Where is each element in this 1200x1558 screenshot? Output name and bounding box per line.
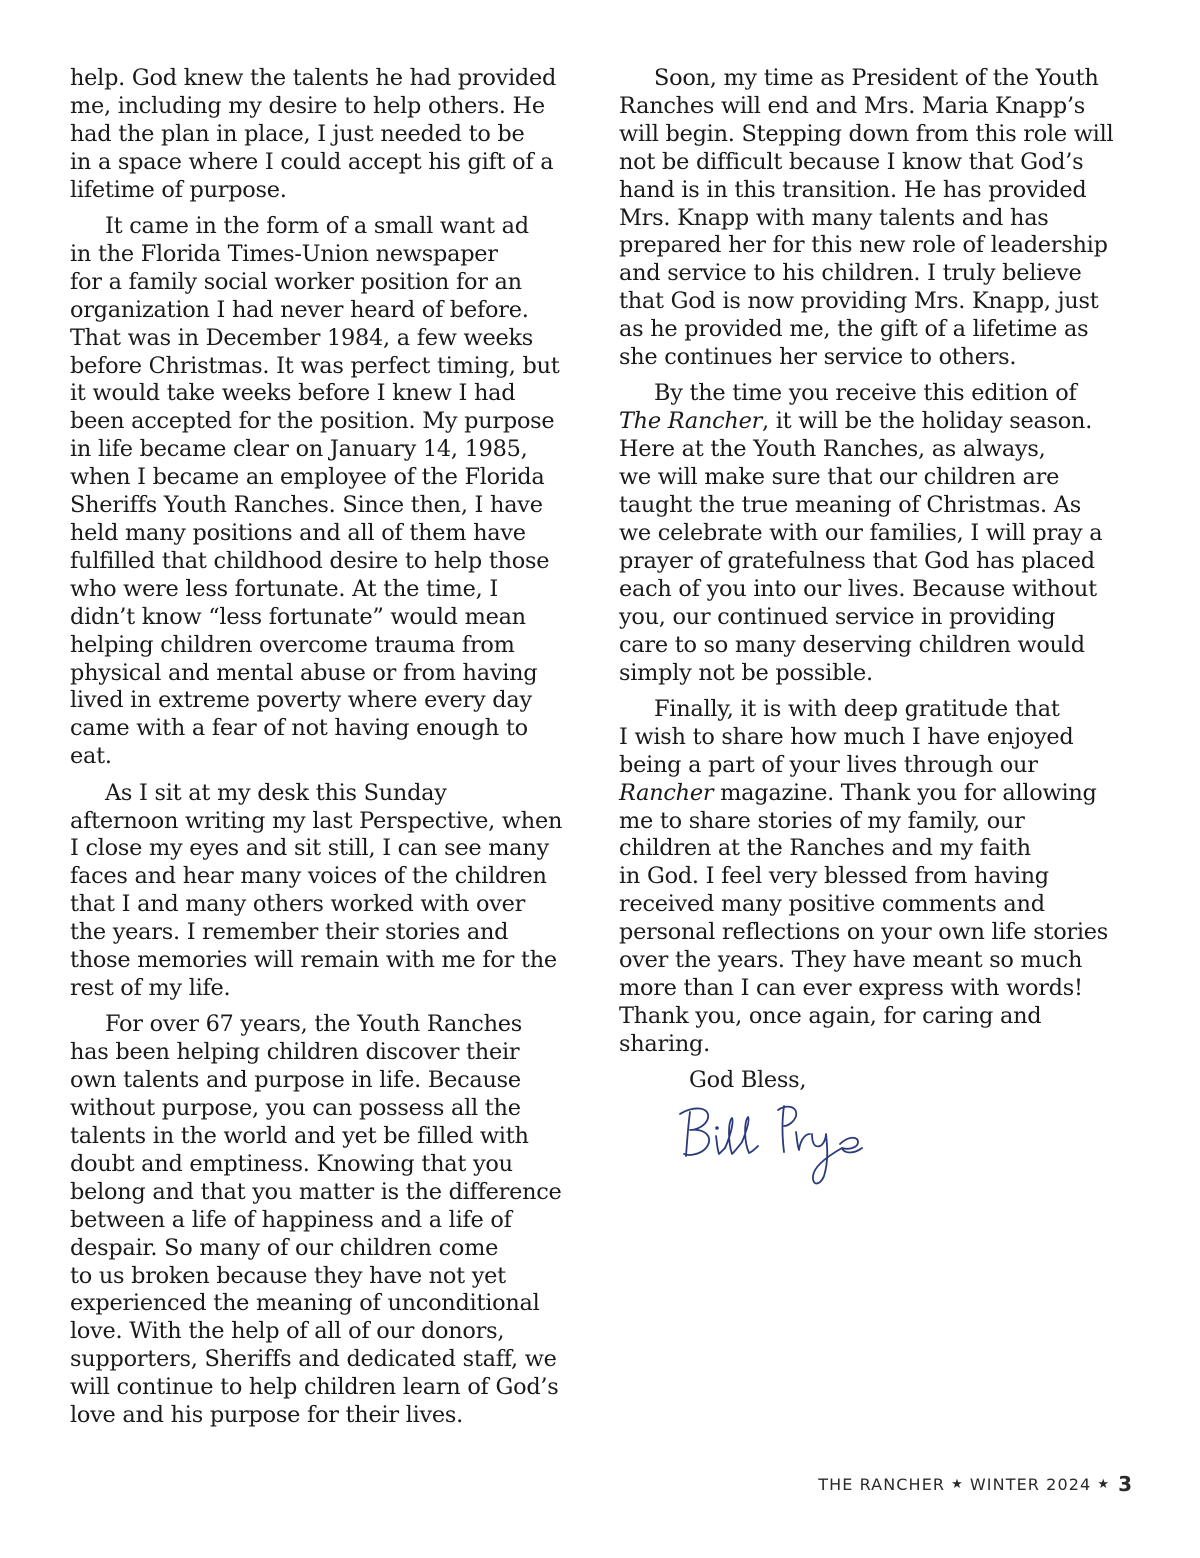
publication-title-italic: The Rancher bbox=[619, 408, 763, 435]
signoff: God Bless, bbox=[689, 1067, 807, 1094]
left-column bbox=[70, 65, 590, 1439]
page-footer bbox=[818, 1472, 1132, 1496]
paragraph: For over 67 years, the Youth Ranches has been helping children discover their own talents and purpose in life. Because without purpose, you can possess all the talents in the world and yet be filled with doubt and emptiness. Knowing that you belong and that you matter is the difference between a life of happiness and a life of despair. So many of our children come to us broken because they have not yet experienced the meaning of unconditional love. With the help of all of our donors, supporters, Sheriffs and dedicated staff, we will continue to help children learn of God’s love and his purpose for their lives. bbox=[70, 1011, 562, 1429]
paragraph-rest: magazine. Thank you for allowing me to share stories of my family, our children at the Ranches and my faith in God. I feel very blessed from having received many positive comments and personal reflections on your own life stories over the years. They have meant so much more than I can ever express with words! Thank you, once again, for caring and sharing. bbox=[619, 779, 1109, 1057]
paragraph: help. God knew the talents he had provided me, including my desire to help others. He had the plan in place, I just needed to be in a space where I could accept his gift of a lifetime of purpose. bbox=[70, 65, 557, 203]
signature bbox=[672, 1092, 872, 1192]
magazine-name-italic: Rancher bbox=[619, 779, 714, 806]
paragraph-lead: By the time you receive this edition of bbox=[654, 380, 1077, 407]
paragraph-lead: Finally, it is with deep gratitude that I wish to share how much I have enjoyed being a part of your lives through our bbox=[619, 695, 1074, 778]
paragraph: Soon, my time as President of the Youth Ranches will end and Mrs. Maria Knapp’s will begin. Stepping down from this role will not be difficult because I know that God’s hand is in this transition. He has provided Mrs. Knapp with many talents and has prepared her for this new role of leadership and service to his children. I truly believe that God is now providing Mrs. Knapp, just as he provided me, the gift of a lifetime as she continues her service to others. bbox=[619, 65, 1114, 371]
issue-label: WINTER 2024 bbox=[969, 1474, 1092, 1494]
paragraph-rest: , it will be the holiday season. Here at the Youth Ranches, as always, we will make sure that our children are taught the true meaning of Christmas. As we celebrate with our families, I will pray a prayer of gratefulness that God has placed each of you into our lives. Because without you, our continued service in providing care to so many deserving children would simply not be possible. bbox=[619, 408, 1103, 686]
page-number: 3 bbox=[1118, 1472, 1132, 1496]
right-column bbox=[619, 65, 1141, 1104]
paragraph bbox=[619, 696, 1141, 1059]
paragraph bbox=[619, 380, 1141, 687]
paragraph: It came in the form of a small want ad in the Florida Times-Union newspaper for a family social worker position for an organization I had never heard of before. That was in December 1984, a few weeks before Christmas. It was perfect timing, but it would take weeks before I knew I had been accepted for the position. My purpose in life became clear on January 14, 1985, when I became an employee of the Florida Sheriffs Youth Ranches. Since then, I have held many positions and all of them have fulfilled that childhood desire to help those who were less fortunate. At the time, I didn’t know “less fortunate” would mean helping children overcome trauma from physical and mental abuse or from having lived in extreme poverty where every day came with a fear of not having enough to eat. bbox=[70, 213, 560, 770]
star-icon: ★ bbox=[951, 1476, 964, 1492]
star-icon: ★ bbox=[1097, 1476, 1111, 1492]
paragraph: As I sit at my desk this Sunday afternoon writing my last Perspective, when I close my eyes and sit still, I can see many faces and hear many voices of the children that I and many others worked with over the years. I remember their stories and those memories will remain with me for the rest of my life. bbox=[70, 779, 563, 1001]
publication-name: THE RANCHER bbox=[818, 1474, 946, 1494]
